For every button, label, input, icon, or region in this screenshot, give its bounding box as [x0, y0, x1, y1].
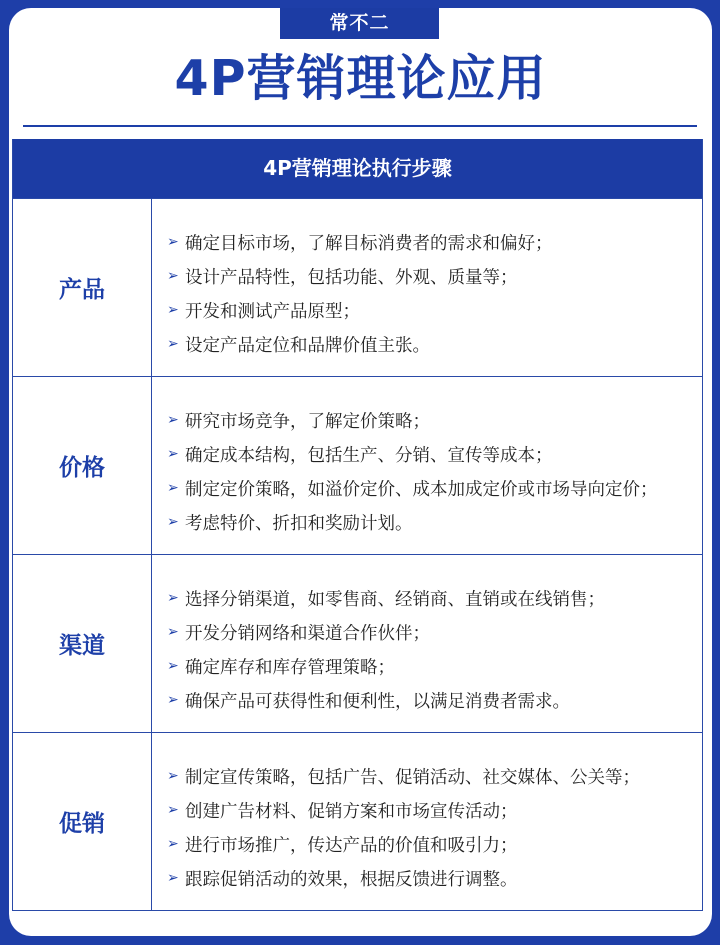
step-list	[152, 733, 702, 910]
arrow-right-icon: ➢	[167, 590, 179, 606]
list-item	[167, 437, 702, 471]
item-text: 确保产品可获得性和便利性，以满足消费者需求。	[185, 691, 570, 712]
list-item	[167, 225, 702, 259]
item-text: 选择分销渠道，如零售商、经销商、直销或在线销售；	[185, 589, 605, 610]
arrow-right-icon: ➢	[167, 768, 179, 784]
item-text: 创建广告材料、促销方案和市场宣传活动；	[185, 801, 518, 822]
list-item	[167, 581, 702, 615]
item-text: 研究市场竞争，了解定价策略；	[185, 411, 430, 432]
table-row-promotion	[13, 732, 702, 910]
list-item	[167, 505, 702, 539]
step-list	[152, 199, 702, 376]
item-text: 开发分销网络和渠道合作伙伴；	[185, 623, 430, 644]
list-item	[167, 293, 702, 327]
list-item	[167, 759, 702, 793]
list-item	[167, 615, 702, 649]
steps-table	[12, 139, 703, 911]
brand-tab: 常不二	[280, 8, 439, 39]
arrow-right-icon: ➢	[167, 234, 179, 250]
item-text: 确定成本结构，包括生产、分销、宣传等成本；	[185, 445, 553, 466]
item-text: 设计产品特性，包括功能、外观、质量等；	[185, 267, 518, 288]
list-item	[167, 793, 702, 827]
arrow-right-icon: ➢	[167, 836, 179, 852]
arrow-right-icon: ➢	[167, 480, 179, 496]
item-text: 制定宣传策略，包括广告、促销活动、社交媒体、公关等；	[185, 767, 640, 788]
item-text: 设定产品定位和品牌价值主张。	[185, 335, 430, 356]
table-row-price	[13, 376, 702, 554]
arrow-right-icon: ➢	[167, 692, 179, 708]
arrow-right-icon: ➢	[167, 658, 179, 674]
table-header: 4P营销理论执行步骤	[13, 139, 702, 198]
title-divider	[23, 125, 697, 127]
content-card	[9, 8, 712, 936]
category-label: 产品	[13, 199, 152, 376]
list-item	[167, 259, 702, 293]
list-item	[167, 403, 702, 437]
item-text: 开发和测试产品原型；	[185, 301, 360, 322]
list-item	[167, 327, 702, 361]
arrow-right-icon: ➢	[167, 302, 179, 318]
category-label: 价格	[13, 377, 152, 554]
arrow-right-icon: ➢	[167, 514, 179, 530]
list-item	[167, 827, 702, 861]
list-item	[167, 471, 702, 505]
step-list	[152, 377, 702, 554]
item-text: 制定定价策略，如溢价定价、成本加成定价或市场导向定价；	[185, 479, 658, 500]
category-label: 促销	[13, 733, 152, 910]
arrow-right-icon: ➢	[167, 870, 179, 886]
list-item	[167, 683, 702, 717]
arrow-right-icon: ➢	[167, 446, 179, 462]
page-title: 4P营销理论应用	[174, 50, 547, 107]
item-text: 跟踪促销活动的效果，根据反馈进行调整。	[185, 869, 518, 890]
arrow-right-icon: ➢	[167, 268, 179, 284]
item-text: 确定目标市场，了解目标消费者的需求和偏好；	[185, 233, 553, 254]
step-list	[152, 555, 702, 732]
table-row-product	[13, 198, 702, 376]
category-label: 渠道	[13, 555, 152, 732]
arrow-right-icon: ➢	[167, 802, 179, 818]
item-text: 考虑特价、折扣和奖励计划。	[185, 513, 413, 534]
item-text: 进行市场推广，传达产品的价值和吸引力；	[185, 835, 518, 856]
arrow-right-icon: ➢	[167, 336, 179, 352]
list-item	[167, 861, 702, 895]
table-row-channel	[13, 554, 702, 732]
list-item	[167, 649, 702, 683]
arrow-right-icon: ➢	[167, 412, 179, 428]
arrow-right-icon: ➢	[167, 624, 179, 640]
item-text: 确定库存和库存管理策略；	[185, 657, 395, 678]
